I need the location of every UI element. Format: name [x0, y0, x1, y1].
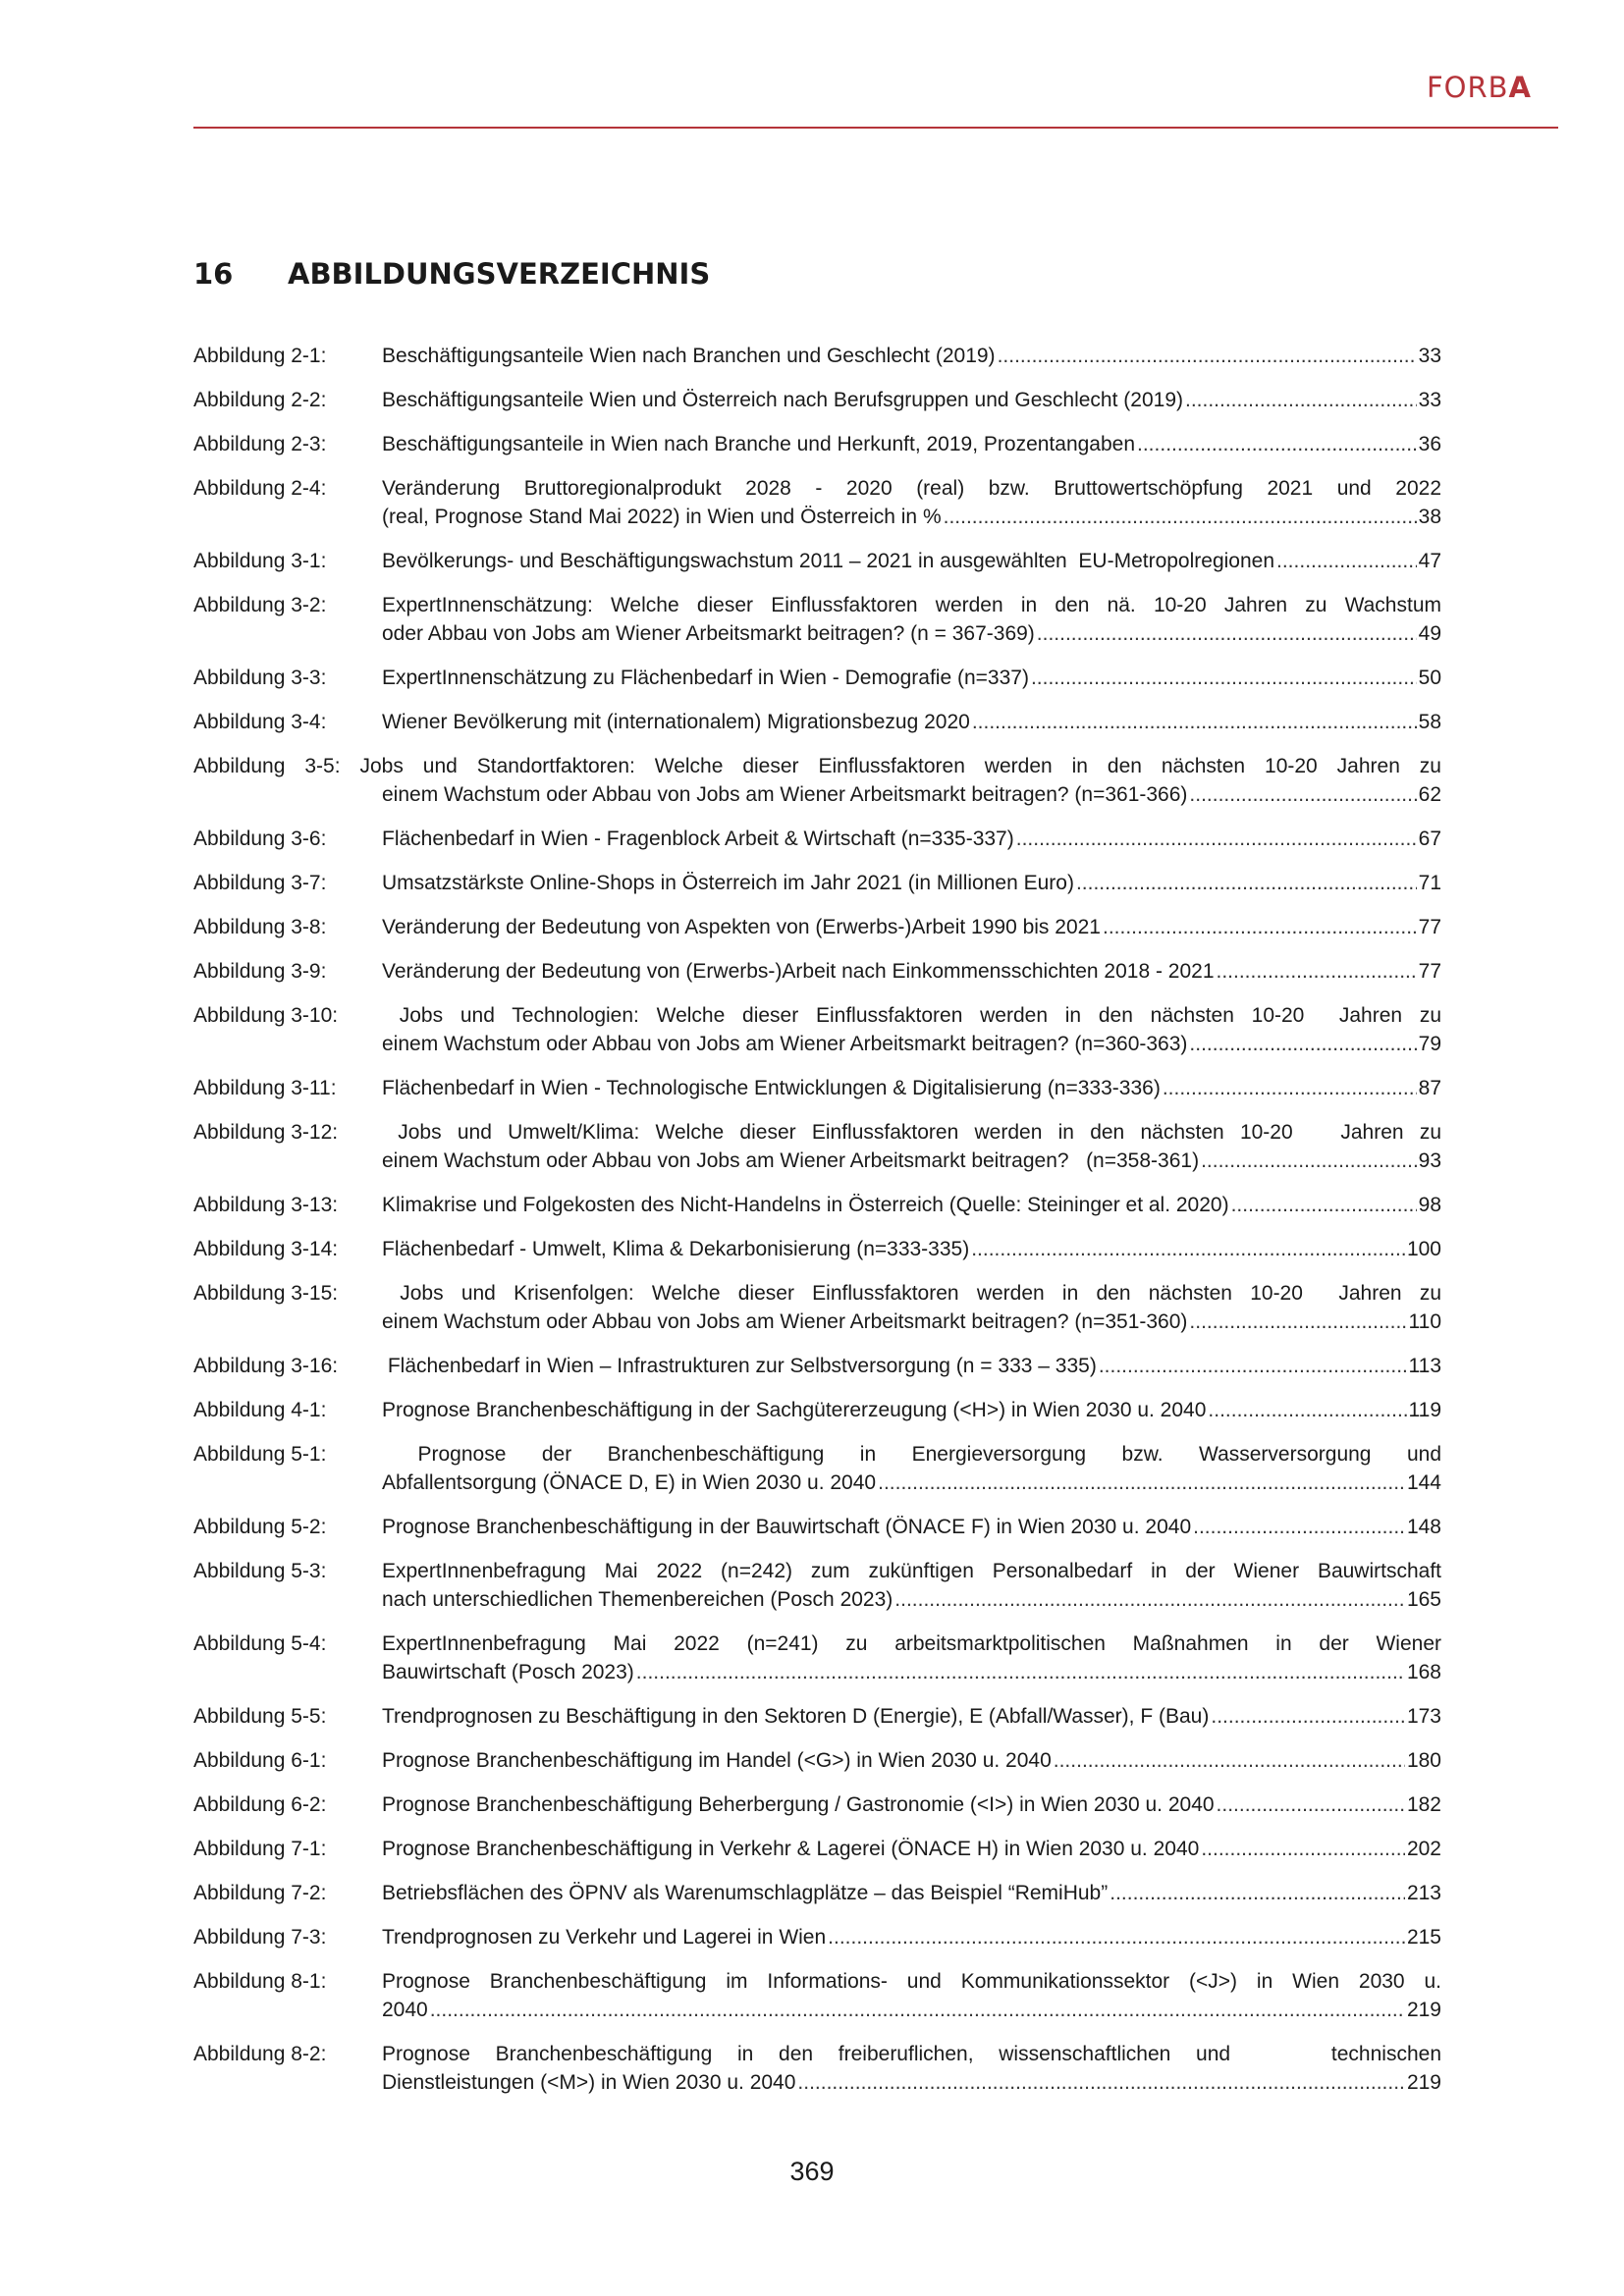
figure-entry[interactable]: [193, 913, 1441, 941]
figure-title-part: 2040: [382, 1999, 428, 2021]
figure-page-number[interactable]: 100: [1406, 1238, 1441, 1260]
dot-leader: [1208, 1396, 1406, 1424]
figure-page-number[interactable]: 219: [1406, 1999, 1441, 2021]
figure-page-number[interactable]: 93: [1418, 1149, 1441, 1172]
figure-title-part: Prognose der Branchenbeschäftigung in Energieversorgung bzw. Wasserversorgung und: [382, 1443, 1441, 1466]
dot-leader: [1217, 1790, 1405, 1819]
figure-label: Abbildung 6-2:: [193, 1793, 327, 1816]
figure-title-part: Umsatzstärkste Online-Shops in Österreich im Jahr 2021 (in Millionen Euro): [382, 872, 1074, 894]
figure-entry[interactable]: [193, 1191, 1441, 1219]
figure-label: Abbildung 3-5:: [193, 755, 341, 777]
figure-page-number[interactable]: 144: [1406, 1471, 1441, 1494]
figure-label: Abbildung 8-2:: [193, 2043, 327, 2065]
figure-entry[interactable]: [193, 1440, 1441, 1497]
figure-page-number[interactable]: 168: [1406, 1661, 1441, 1683]
figure-title-part: Trendprognosen zu Verkehr und Lagerei in Wien: [382, 1926, 827, 1949]
header-rule: [193, 127, 1558, 129]
dot-leader: [1189, 1030, 1416, 1058]
figure-title-part: oder Abbau von Jobs am Wiener Arbeitsmarkt beitragen? (n = 367-369): [382, 622, 1035, 645]
figure-entry[interactable]: [193, 1235, 1441, 1263]
figure-label: Abbildung 5-2:: [193, 1516, 327, 1538]
figure-page-number[interactable]: 33: [1418, 345, 1441, 367]
figure-page-number[interactable]: 202: [1406, 1838, 1441, 1860]
dot-leader: [1276, 547, 1417, 575]
dot-leader: [1201, 1835, 1405, 1863]
figure-title-part: Prognose Branchenbeschäftigung Beherbergung / Gastronomie (<I>) in Wien 2030 u. 2040: [382, 1793, 1215, 1816]
dot-leader: [944, 503, 1417, 531]
figure-page-number[interactable]: 36: [1418, 433, 1441, 455]
figure-page-number[interactable]: 58: [1418, 711, 1441, 733]
figure-page-number[interactable]: 219: [1406, 2071, 1441, 2094]
figure-label: Abbildung 3-13:: [193, 1194, 339, 1216]
figure-label: Abbildung 3-9:: [193, 960, 327, 983]
figure-title-part: Prognose Branchenbeschäftigung im Informations- und Kommunikationssektor (<J>) in Wien 2030 u.: [382, 1970, 1441, 1993]
figure-label: Abbildung 6-1:: [193, 1749, 327, 1772]
figure-title-part: Jobs und Krisenfolgen: Welche dieser Einflussfaktoren werden in den nächsten 10-20 Jahren zu: [382, 1282, 1441, 1305]
figure-title-part: Veränderung der Bedeutung von (Erwerbs-)Arbeit nach Einkommensschichten 2018 - 2021: [382, 960, 1215, 983]
figure-page-number[interactable]: 119: [1408, 1399, 1441, 1421]
figure-page-number[interactable]: 71: [1418, 872, 1441, 894]
dot-leader: [1231, 1191, 1417, 1219]
figure-title-part: Beschäftigungsanteile Wien und Österreich nach Berufsgruppen und Geschlecht (2019): [382, 389, 1183, 411]
dot-leader: [971, 1235, 1405, 1263]
figure-entry-first-line: [193, 752, 1441, 780]
figure-label: Abbildung 5-5:: [193, 1705, 327, 1728]
section-heading: [193, 257, 710, 291]
figure-title-part: Bauwirtschaft (Posch 2023): [382, 1661, 634, 1683]
dot-leader: [1031, 664, 1417, 692]
section-number: 16: [193, 257, 234, 291]
dot-leader: [1163, 1074, 1417, 1102]
figure-label: Abbildung 8-1:: [193, 1970, 327, 1993]
figure-page-number[interactable]: 38: [1418, 506, 1441, 528]
figure-entry[interactable]: [193, 708, 1441, 736]
figure-label: Abbildung 3-3:: [193, 667, 327, 689]
figure-label: Abbildung 7-3:: [193, 1926, 327, 1949]
forba-logo: FORBA: [1426, 71, 1532, 104]
figure-page-number[interactable]: 173: [1406, 1705, 1441, 1728]
figure-entry[interactable]: [193, 1835, 1441, 1863]
figure-title-part: Flächenbedarf in Wien - Technologische Entwicklungen & Digitalisierung (n=333-336): [382, 1077, 1161, 1099]
figure-page-number[interactable]: 62: [1418, 783, 1441, 806]
dot-leader: [1110, 1879, 1405, 1907]
figure-page-number[interactable]: 182: [1406, 1793, 1441, 1816]
figure-entry[interactable]: [193, 1967, 1441, 2024]
dot-leader: [1103, 913, 1417, 941]
figure-title-part: Flächenbedarf in Wien – Infrastrukturen zur Selbstversorgung (n = 333 – 335): [382, 1355, 1097, 1377]
figure-entry[interactable]: [193, 1746, 1441, 1775]
figure-title-part: Veränderung der Bedeutung von Aspekten von (Erwerbs-)Arbeit 1990 bis 2021: [382, 916, 1101, 938]
figure-title-part: Klimakrise und Folgekosten des Nicht-Handelns in Österreich (Quelle: Steininger et al. 2020): [382, 1194, 1229, 1216]
figure-entry[interactable]: [193, 825, 1441, 853]
dot-leader: [1137, 430, 1417, 458]
figure-title-part: ExpertInnenschätzung: Welche dieser Einflussfaktoren werden in den nä. 10-20 Jahren zu Wachstum: [382, 594, 1441, 616]
figure-title-part: (real, Prognose Stand Mai 2022) in Wien und Österreich in %: [382, 506, 942, 528]
figure-entry[interactable]: [193, 591, 1441, 648]
figure-entry[interactable]: [193, 1879, 1441, 1907]
dot-leader: [1211, 1702, 1405, 1731]
figure-entry[interactable]: [193, 1702, 1441, 1731]
figure-entry[interactable]: [193, 2040, 1441, 2097]
dot-leader: [1201, 1147, 1417, 1175]
dot-leader: [1037, 619, 1417, 648]
figure-page-number[interactable]: 180: [1406, 1749, 1441, 1772]
figure-title-part: Wiener Bevölkerung mit (internationalem) Migrationsbezug 2020: [382, 711, 970, 733]
figure-label: Abbildung 3-11:: [193, 1077, 337, 1099]
figure-page-number[interactable]: 47: [1418, 550, 1441, 572]
figure-title-part: ExpertInnenbefragung Mai 2022 (n=242) zum zukünftigen Personalbedarf in der Wiener Bauwirtschaft: [382, 1560, 1441, 1582]
figure-label: Abbildung 3-15:: [193, 1282, 339, 1305]
figure-label: Abbildung 5-3:: [193, 1560, 327, 1582]
figure-page-number[interactable]: 215: [1406, 1926, 1441, 1949]
figure-entry[interactable]: [193, 1923, 1441, 1951]
figure-page-number[interactable]: 213: [1406, 1882, 1441, 1904]
figure-label: Abbildung 3-4:: [193, 711, 327, 733]
figure-page-number[interactable]: 148: [1406, 1516, 1441, 1538]
figure-entry[interactable]: [193, 752, 1441, 809]
dot-leader: [828, 1923, 1405, 1951]
figure-label: Abbildung 2-2:: [193, 389, 327, 411]
figure-title-part: Abfallentsorgung (ÖNACE D, E) in Wien 2030 u. 2040: [382, 1471, 877, 1494]
figure-title-part: Jobs und Umwelt/Klima: Welche dieser Einflussfaktoren werden in den nächsten 10-20 Jahren zu: [382, 1121, 1441, 1144]
figure-entry[interactable]: [193, 547, 1441, 575]
figure-label: Abbildung 5-1:: [193, 1443, 327, 1466]
figure-entry[interactable]: [193, 430, 1441, 458]
dot-leader: [1217, 957, 1417, 986]
figure-label: Abbildung 3-1:: [193, 550, 327, 572]
figure-entry[interactable]: [193, 1790, 1441, 1819]
dot-leader: [972, 708, 1417, 736]
dot-leader: [430, 1996, 1405, 2024]
figure-title-part: Flächenbedarf - Umwelt, Klima & Dekarbonisierung (n=333-335): [382, 1238, 970, 1260]
dot-leader: [1185, 386, 1417, 414]
figure-title-part: ExpertInnenbefragung Mai 2022 (n=241) zu arbeitsmarktpolitischen Maßnahmen in der Wiener: [382, 1632, 1441, 1655]
figure-entry[interactable]: [193, 474, 1441, 531]
figure-title-part: Prognose Branchenbeschäftigung in der Bauwirtschaft (ÖNACE F) in Wien 2030 u. 2040: [382, 1516, 1192, 1538]
figure-title-part: Prognose Branchenbeschäftigung in der Sachgütererzeugung (<H>) in Wien 2030 u. 2040: [382, 1399, 1207, 1421]
figure-entry[interactable]: [193, 1074, 1441, 1102]
figure-title-part: einem Wachstum oder Abbau von Jobs am Wiener Arbeitsmarkt beitragen? (n=351-360): [382, 1310, 1188, 1333]
figure-page-number[interactable]: 50: [1418, 667, 1441, 689]
dot-leader: [894, 1585, 1405, 1614]
dot-leader: [1189, 1308, 1406, 1336]
dot-leader: [1193, 1513, 1405, 1541]
dot-leader: [1076, 869, 1417, 897]
figure-page-number[interactable]: 110: [1408, 1310, 1441, 1333]
figure-label: Abbildung 3-8:: [193, 916, 327, 938]
figure-page-number[interactable]: 79: [1418, 1033, 1441, 1055]
figure-entry[interactable]: [193, 342, 1441, 370]
figure-title-part: einem Wachstum oder Abbau von Jobs am Wiener Arbeitsmarkt beitragen? (n=361-366): [382, 783, 1188, 806]
figure-entry[interactable]: [193, 664, 1441, 692]
figure-label: Abbildung 4-1:: [193, 1399, 327, 1421]
figure-page-number[interactable]: 67: [1418, 828, 1441, 850]
figure-title-part: Jobs und Standortfaktoren: Welche dieser Einflussfaktoren werden in den nächsten 10-20 Jahren zu: [359, 755, 1441, 777]
dot-leader: [878, 1468, 1405, 1497]
dot-leader: [1189, 780, 1416, 809]
figure-entry[interactable]: [193, 1352, 1441, 1380]
figure-title-part: Prognose Branchenbeschäftigung im Handel (<G>) in Wien 2030 u. 2040: [382, 1749, 1052, 1772]
figure-page-number[interactable]: 87: [1418, 1077, 1441, 1099]
figure-entry[interactable]: [193, 386, 1441, 414]
figure-label: Abbildung 7-1:: [193, 1838, 327, 1860]
figure-label: Abbildung 3-10:: [193, 1004, 339, 1027]
dot-leader: [1016, 825, 1417, 853]
figure-title-part: Bevölkerungs- und Beschäftigungswachstum 2011 – 2021 in ausgewählten EU-Metropolregionen: [382, 550, 1275, 572]
figure-title-part: einem Wachstum oder Abbau von Jobs am Wiener Arbeitsmarkt beitragen? (n=360-363): [382, 1033, 1188, 1055]
figure-title-part: Dienstleistungen (<M>) in Wien 2030 u. 2040: [382, 2071, 796, 2094]
figure-entry[interactable]: [193, 1629, 1441, 1686]
dot-leader: [797, 2068, 1405, 2097]
figure-title-part: Beschäftigungsanteile in Wien nach Branche und Herkunft, 2019, Prozentangaben: [382, 433, 1136, 455]
figure-label: Abbildung 2-1:: [193, 345, 327, 367]
figure-entry[interactable]: [193, 1118, 1441, 1175]
figure-page-number[interactable]: 77: [1418, 960, 1441, 983]
dot-leader: [1099, 1352, 1407, 1380]
figure-label: Abbildung 3-16:: [193, 1355, 339, 1377]
figure-label: Abbildung 5-4:: [193, 1632, 327, 1655]
figure-title-part: Beschäftigungsanteile Wien nach Branchen und Geschlecht (2019): [382, 345, 996, 367]
figure-page-number[interactable]: 77: [1418, 916, 1441, 938]
figure-title-part: Prognose Branchenbeschäftigung in Verkehr & Lagerei (ÖNACE H) in Wien 2030 u. 2040: [382, 1838, 1200, 1860]
figure-title-part: Betriebsflächen des ÖPNV als Warenumschlagplätze – das Beispiel “RemiHub”: [382, 1882, 1109, 1904]
figure-label: Abbildung 2-4:: [193, 477, 327, 500]
figure-label: Abbildung 2-3:: [193, 433, 327, 455]
figure-page-number[interactable]: 49: [1418, 622, 1441, 645]
figure-page-number[interactable]: 33: [1418, 389, 1441, 411]
figure-title-part: Flächenbedarf in Wien - Fragenblock Arbeit & Wirtschaft (n=335-337): [382, 828, 1014, 850]
figure-entry[interactable]: [193, 957, 1441, 986]
figure-title-part: ExpertInnenschätzung zu Flächenbedarf in Wien - Demografie (n=337): [382, 667, 1029, 689]
page-number: 369: [789, 2157, 835, 2186]
figure-entry[interactable]: [193, 1396, 1441, 1424]
figure-title-part: Trendprognosen zu Beschäftigung in den Sektoren D (Energie), E (Abfall/Wasser), F (Bau): [382, 1705, 1210, 1728]
figure-entry[interactable]: [193, 1001, 1441, 1058]
figure-title-part: Veränderung Bruttoregionalprodukt 2028 - 2020 (real) bzw. Bruttowertschöpfung 2021 und 2022: [382, 477, 1441, 500]
figure-label: Abbildung 3-14:: [193, 1238, 339, 1260]
figure-title-part: Jobs und Technologien: Welche dieser Einflussfaktoren werden in den nächsten 10-20 Jahren zu: [382, 1004, 1441, 1027]
figure-title-part: Prognose Branchenbeschäftigung in den freiberuflichen, wissenschaftlichen und technischen: [382, 2043, 1441, 2065]
figure-label: Abbildung 3-12:: [193, 1121, 339, 1144]
figure-entry[interactable]: [193, 1513, 1441, 1541]
figure-title-part: nach unterschiedlichen Themenbereichen (Posch 2023): [382, 1588, 893, 1611]
figure-entry[interactable]: [193, 1279, 1441, 1336]
figure-label: Abbildung 3-7:: [193, 872, 327, 894]
figure-page-number[interactable]: 165: [1406, 1588, 1441, 1611]
figure-page-number[interactable]: 113: [1408, 1355, 1441, 1377]
figure-page-number[interactable]: 98: [1418, 1194, 1441, 1216]
figure-label: Abbildung 3-2:: [193, 594, 327, 616]
figure-label: Abbildung 3-6:: [193, 828, 327, 850]
figure-list: [193, 342, 1441, 2112]
figure-entry[interactable]: [193, 1557, 1441, 1614]
figure-label: Abbildung 7-2:: [193, 1882, 327, 1904]
dot-leader: [636, 1658, 1405, 1686]
figure-entry[interactable]: [193, 869, 1441, 897]
dot-leader: [1054, 1746, 1405, 1775]
dot-leader: [998, 342, 1417, 370]
figure-title-part: einem Wachstum oder Abbau von Jobs am Wiener Arbeitsmarkt beitragen? (n=358-361): [382, 1149, 1200, 1172]
section-title: ABBILDUNGSVERZEICHNIS: [288, 257, 711, 291]
